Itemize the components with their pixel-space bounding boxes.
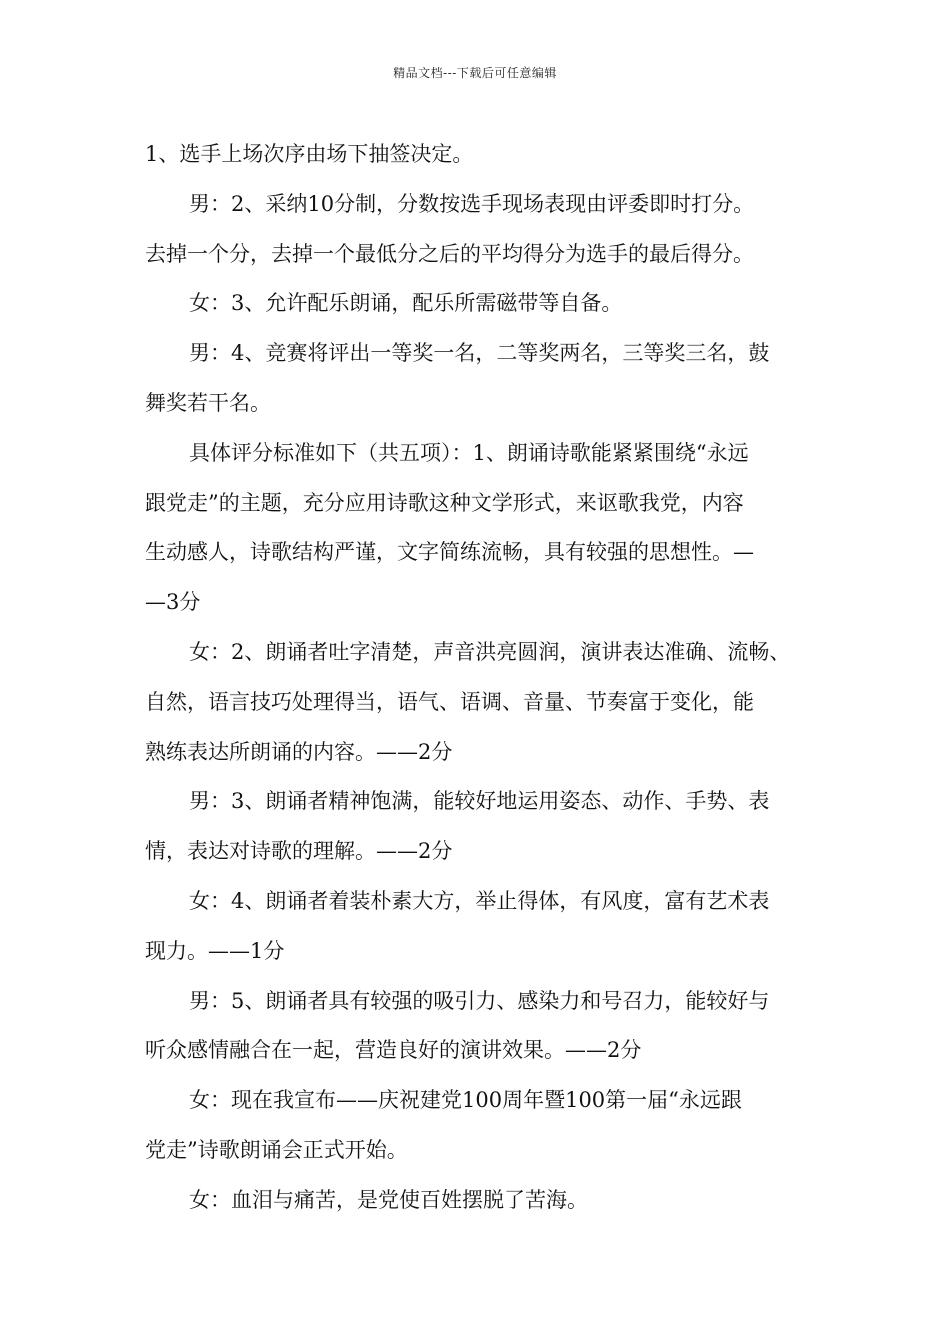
text-line: 具体评分标准如下（共五项）：1、朗诵诗歌能紧紧围绕“永远: [189, 440, 749, 465]
text-line: 1、选手上场次序由场下抽签决定。: [145, 142, 474, 166]
text-line: 去掉一个分，去掉一个最低分之后的平均得分为选手的最后得分。: [145, 241, 754, 266]
text-line: 女：4、朗诵者着装朴素大方，举止得体，有风度，富有艺术表: [189, 888, 770, 913]
text-line: 党走”诗歌朗诵会正式开始。: [145, 1137, 408, 1162]
document-body: [145, 130, 817, 1226]
text-line: 生动感人，诗歌结构严谨，文字简练流畅，具有较强的思想性。—: [145, 540, 754, 565]
text-line: 男：5、朗诵者具有较强的吸引力、感染力和号召力，能较好与: [189, 988, 770, 1013]
text-line: 女：血泪与痛苦，是党使百姓摆脱了苦海。: [189, 1187, 588, 1212]
text-line: 跟党走”的主题，充分应用诗歌这种文学形式，来讴歌我党，内容: [145, 490, 744, 515]
text-line: 女：3、允许配乐朗诵，配乐所需磁带等自备。: [189, 291, 623, 316]
text-line: 女：2、朗诵者吐字清楚，声音洪亮圆润，演讲表达准确、流畅、: [189, 639, 791, 664]
page-header: 精品文档---下载后可任意编辑: [393, 66, 557, 80]
text-line: 现力。——1分: [145, 938, 285, 963]
text-line: 情，表达对诗歌的理解。——2分: [145, 839, 453, 864]
text-line: 男：2、采纳10分制，分数按选手现场表现由评委即时打分。: [189, 191, 755, 216]
text-line: 熟练表达所朗诵的内容。——2分: [145, 739, 453, 764]
text-line: 自然，语言技巧处理得当，语气、语调、音量、节奏富于变化，能: [145, 689, 754, 714]
text-line: 听众感情融合在一起，营造良好的演讲效果。——2分: [145, 1038, 642, 1063]
text-line: 男：4、竞赛将评出一等奖一名，二等奖两名，三等奖三名，鼓: [189, 341, 770, 366]
text-line: —3分: [145, 590, 201, 615]
text-line: 男：3、朗诵者精神饱满，能较好地运用姿态、动作、手势、表: [189, 789, 770, 814]
text-line: 舞奖若干名。: [145, 390, 271, 415]
text-line: 女：现在我宣布——庆祝建党100周年暨100第一届“永远跟: [189, 1088, 742, 1113]
